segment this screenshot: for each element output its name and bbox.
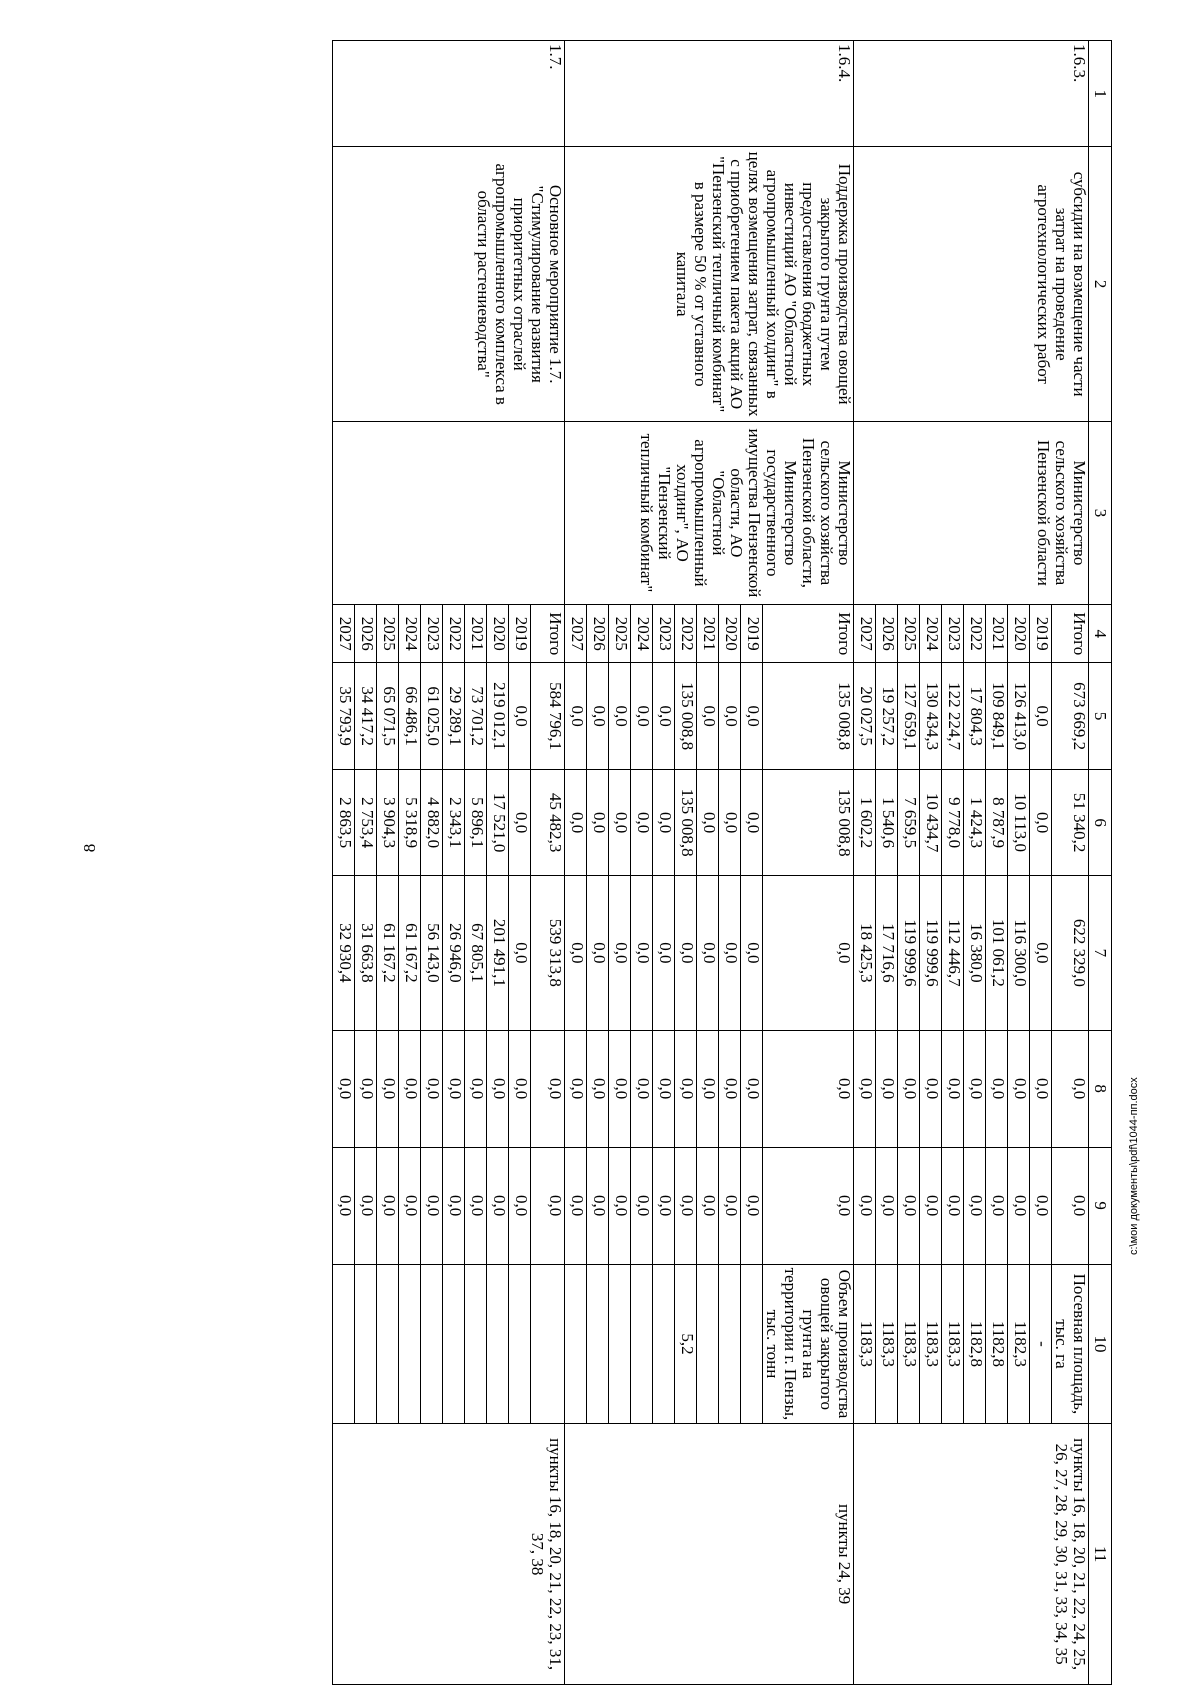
amount-cell: 0,0	[399, 1030, 421, 1147]
year-cell: 2019	[1030, 604, 1052, 663]
amount-cell: 51 340,2	[1052, 769, 1089, 875]
year-cell: 2027	[565, 604, 587, 663]
amount-cell: 35 793,9	[333, 663, 355, 769]
amount-cell: 0,0	[1052, 1147, 1089, 1264]
amount-cell: 0,0	[377, 1030, 399, 1147]
amount-cell: 0,0	[565, 663, 587, 769]
amount-cell: 0,0	[854, 1030, 876, 1147]
indicator-value: 1182,8	[986, 1264, 1008, 1424]
amount-cell: 0,0	[487, 1030, 509, 1147]
indicator-value: 1183,3	[898, 1264, 920, 1424]
amount-cell: 0,0	[1008, 1030, 1030, 1147]
row-number: 1.6.4.	[565, 41, 854, 147]
year-cell: 2022	[964, 604, 986, 663]
amount-cell: 26 946,0	[443, 876, 465, 1030]
year-cell: 2020	[487, 604, 509, 663]
amount-cell: 0,0	[587, 1030, 609, 1147]
year-cell: 2026	[355, 604, 377, 663]
row-number: 1.6.3.	[854, 41, 1089, 147]
amount-cell: 0,0	[565, 769, 587, 875]
year-cell: 2023	[421, 604, 443, 663]
amount-cell: 31 663,8	[355, 876, 377, 1030]
amount-cell: 0,0	[898, 1147, 920, 1264]
amount-cell: 5 896,1	[465, 769, 487, 875]
amount-cell: 135 008,8	[763, 663, 854, 769]
amount-cell: 0,0	[653, 663, 675, 769]
amount-cell: 66 486,1	[399, 663, 421, 769]
amount-cell: 584 796,1	[531, 663, 565, 769]
amount-cell: 0,0	[1008, 1147, 1030, 1264]
amount-cell: 126 413,0	[1008, 663, 1030, 769]
amount-cell: 135 008,8	[675, 663, 697, 769]
amount-cell: 0,0	[653, 1030, 675, 1147]
amount-cell: 0,0	[741, 769, 763, 875]
indicator-value	[377, 1264, 399, 1424]
amount-cell: 17 804,3	[964, 663, 986, 769]
amount-cell: 0,0	[653, 876, 675, 1030]
amount-cell: 0,0	[587, 769, 609, 875]
amount-cell: 135 008,8	[675, 769, 697, 875]
indicator-value	[565, 1264, 587, 1424]
measure-name: Поддержка производства овощей закрытого грунта путем предоставления бюджетных инвестиций АО "Областной агропромышленный холдинг" в целях возмещения затрат, связанных с приобретением пакета акций АО "Пензенский тепличный комбинат" в размере 50 % от уставного капитала	[565, 147, 854, 422]
amount-cell: 34 417,2	[355, 663, 377, 769]
indicator-value	[609, 1264, 631, 1424]
measure-name: Основное мероприятие 1.7. "Стимулирование развития приоритетных отраслей агропромышленного комплекса в области растениеводства"	[333, 147, 565, 422]
amount-cell: 0,0	[355, 1147, 377, 1264]
amount-cell: 101 061,2	[986, 876, 1008, 1030]
year-cell: 2019	[741, 604, 763, 663]
amount-cell: 622 329,0	[1052, 876, 1089, 1030]
amount-cell: 0,0	[719, 876, 741, 1030]
amount-cell: 0,0	[565, 876, 587, 1030]
amount-cell: 0,0	[763, 1030, 854, 1147]
amount-cell: 0,0	[763, 876, 854, 1030]
linked-indicators: пункты 16, 18, 20, 21, 22, 24, 25, 26, 27, 28, 29, 30, 31, 33, 34, 35	[854, 1424, 1089, 1685]
amount-cell: 45 482,3	[531, 769, 565, 875]
indicator-value	[487, 1264, 509, 1424]
amount-cell: 0,0	[653, 1147, 675, 1264]
amount-cell: 109 849,1	[986, 663, 1008, 769]
year-cell: 2025	[609, 604, 631, 663]
amount-cell: 0,0	[763, 1147, 854, 1264]
amount-cell: 0,0	[741, 1147, 763, 1264]
executor-cell: Министерство сельского хозяйства Пензенской области, Министерство государственного имущества Пензенской области, АО "Областной агропромышленный холдинг", АО "Пензенский тепличный комбинат"	[565, 421, 854, 604]
row-number: 1.7.	[333, 41, 565, 147]
page-number: 8	[80, 843, 99, 853]
amount-cell: 61 167,2	[377, 876, 399, 1030]
amount-cell: 0,0	[509, 1147, 531, 1264]
amount-cell: 0,0	[986, 1030, 1008, 1147]
amount-cell: 0,0	[920, 1147, 942, 1264]
amount-cell: 0,0	[697, 663, 719, 769]
table-row	[1052, 41, 1089, 1685]
col-header: 4	[1089, 604, 1112, 663]
amount-cell: 7 659,5	[898, 769, 920, 875]
amount-cell: 122 224,7	[942, 663, 964, 769]
amount-cell: 0,0	[333, 1147, 355, 1264]
amount-cell: 0,0	[1030, 876, 1052, 1030]
indicator-value	[355, 1264, 377, 1424]
amount-cell: 0,0	[509, 876, 531, 1030]
year-cell: 2027	[854, 604, 876, 663]
amount-cell: 10 434,7	[920, 769, 942, 875]
indicator-value: 1183,3	[942, 1264, 964, 1424]
linked-indicators: пункты 24, 39	[565, 1424, 854, 1685]
amount-cell: 0,0	[631, 769, 653, 875]
amount-cell: 20 027,5	[854, 663, 876, 769]
amount-cell: 0,0	[1052, 1030, 1089, 1147]
amount-cell: 16 380,0	[964, 876, 986, 1030]
executor-cell: Министерство сельского хозяйства Пензенской области	[854, 421, 1089, 604]
amount-cell: 0,0	[587, 1147, 609, 1264]
col-header: 7	[1089, 876, 1112, 1030]
amount-cell: 1 424,3	[964, 769, 986, 875]
amount-cell: 0,0	[719, 663, 741, 769]
amount-cell: 0,0	[565, 1030, 587, 1147]
indicator-value: 1183,3	[854, 1264, 876, 1424]
amount-cell: 29 289,1	[443, 663, 465, 769]
amount-cell: 0,0	[465, 1147, 487, 1264]
amount-cell: 0,0	[509, 1030, 531, 1147]
amount-cell: 673 669,2	[1052, 663, 1089, 769]
indicator-value: 5,2	[675, 1264, 697, 1424]
amount-cell: 0,0	[609, 1030, 631, 1147]
amount-cell: 0,0	[876, 1030, 898, 1147]
rotated-table-sheet	[172, 40, 1112, 1685]
amount-cell: 0,0	[675, 876, 697, 1030]
amount-cell: 0,0	[1030, 1030, 1052, 1147]
amount-cell: 0,0	[631, 1030, 653, 1147]
amount-cell: 0,0	[1030, 663, 1052, 769]
indicator-value: 1183,3	[920, 1264, 942, 1424]
amount-cell: 1 540,6	[876, 769, 898, 875]
amount-cell: 0,0	[697, 1147, 719, 1264]
linked-indicators: пункты 16, 18, 20, 21, 22, 23, 31, 37, 38	[333, 1424, 565, 1685]
amount-cell: 130 434,3	[920, 663, 942, 769]
amount-cell: 0,0	[719, 1030, 741, 1147]
amount-cell: 127 659,1	[898, 663, 920, 769]
year-cell: 2026	[876, 604, 898, 663]
amount-cell: 0,0	[465, 1030, 487, 1147]
amount-cell: 61 167,2	[399, 876, 421, 1030]
amount-cell: 18 425,3	[854, 876, 876, 1030]
measure-name: субсидии на возмещение части затрат на проведение агротехнологических работ	[854, 147, 1089, 422]
amount-cell: 0,0	[964, 1147, 986, 1264]
amount-cell: 0,0	[741, 876, 763, 1030]
indicator-value	[443, 1264, 465, 1424]
amount-cell: 73 701,2	[465, 663, 487, 769]
amount-cell: 135 008,8	[763, 769, 854, 875]
year-cell: 2024	[920, 604, 942, 663]
amount-cell: 2 343,1	[443, 769, 465, 875]
amount-cell: 0,0	[587, 876, 609, 1030]
amount-cell: 0,0	[942, 1147, 964, 1264]
indicator-name: Посевная площадь, тыс. га	[1052, 1264, 1089, 1424]
amount-cell: 0,0	[399, 1147, 421, 1264]
indicator-value	[465, 1264, 487, 1424]
year-cell: 2023	[942, 604, 964, 663]
amount-cell: 17 521,0	[487, 769, 509, 875]
col-header: 1	[1089, 41, 1112, 147]
amount-cell: 65 071,5	[377, 663, 399, 769]
amount-cell: 0,0	[333, 1030, 355, 1147]
year-cell: Итого	[763, 604, 854, 663]
amount-cell: 219 012,1	[487, 663, 509, 769]
amount-cell: 0,0	[355, 1030, 377, 1147]
col-header: 3	[1089, 421, 1112, 604]
amount-cell: 56 143,0	[421, 876, 443, 1030]
year-cell: 2020	[1008, 604, 1030, 663]
amount-cell: 0,0	[964, 1030, 986, 1147]
amount-cell: 0,0	[876, 1147, 898, 1264]
amount-cell: 19 257,2	[876, 663, 898, 769]
amount-cell: 4 882,0	[421, 769, 443, 875]
amount-cell: 112 446,7	[942, 876, 964, 1030]
program-table	[332, 40, 1112, 1685]
year-cell: 2025	[898, 604, 920, 663]
amount-cell: 9 778,0	[942, 769, 964, 875]
amount-cell: 0,0	[1030, 769, 1052, 875]
amount-cell: 2 863,5	[333, 769, 355, 875]
indicator-value	[697, 1264, 719, 1424]
amount-cell: 0,0	[741, 1030, 763, 1147]
amount-cell: 0,0	[421, 1030, 443, 1147]
executor-cell	[333, 421, 565, 604]
col-header: 2	[1089, 147, 1112, 422]
amount-cell: 3 904,3	[377, 769, 399, 875]
year-cell: 2022	[675, 604, 697, 663]
indicator-value	[653, 1264, 675, 1424]
year-cell: 2024	[399, 604, 421, 663]
col-header: 10	[1089, 1264, 1112, 1424]
year-cell: 2021	[986, 604, 1008, 663]
amount-cell: 0,0	[697, 876, 719, 1030]
year-cell: 2023	[653, 604, 675, 663]
amount-cell: 0,0	[719, 1147, 741, 1264]
amount-cell: 10 113,0	[1008, 769, 1030, 875]
year-cell: 2021	[465, 604, 487, 663]
amount-cell: 0,0	[609, 663, 631, 769]
amount-cell: 116 300,0	[1008, 876, 1030, 1030]
year-cell: 2022	[443, 604, 465, 663]
year-cell: Итого	[531, 604, 565, 663]
amount-cell: 0,0	[675, 1030, 697, 1147]
indicator-value	[587, 1264, 609, 1424]
column-number-row	[1089, 41, 1112, 1685]
table-row	[763, 41, 854, 1685]
amount-cell: 0,0	[942, 1030, 964, 1147]
amount-cell: 0,0	[487, 1147, 509, 1264]
amount-cell: 0,0	[986, 1147, 1008, 1264]
amount-cell: 1 602,2	[854, 769, 876, 875]
indicator-value: -	[1030, 1264, 1052, 1424]
indicator-value	[741, 1264, 763, 1424]
year-cell: 2019	[509, 604, 531, 663]
indicator-name: Объем производства овощей закрытого грунта на территории г. Пензы, тыс. тонн	[763, 1264, 854, 1424]
amount-cell: 0,0	[653, 769, 675, 875]
amount-cell: 32 930,4	[333, 876, 355, 1030]
amount-cell: 8 787,9	[986, 769, 1008, 875]
amount-cell: 119 999,6	[898, 876, 920, 1030]
amount-cell: 0,0	[741, 663, 763, 769]
indicator-value: 1182,3	[1008, 1264, 1030, 1424]
indicator-value: 1183,3	[876, 1264, 898, 1424]
amount-cell: 0,0	[377, 1147, 399, 1264]
col-header: 8	[1089, 1030, 1112, 1147]
amount-cell: 0,0	[531, 1030, 565, 1147]
amount-cell: 0,0	[609, 769, 631, 875]
amount-cell: 0,0	[443, 1147, 465, 1264]
amount-cell: 0,0	[854, 1147, 876, 1264]
amount-cell: 0,0	[898, 1030, 920, 1147]
amount-cell: 0,0	[587, 663, 609, 769]
col-header: 6	[1089, 769, 1112, 875]
amount-cell: 0,0	[631, 663, 653, 769]
amount-cell: 17 716,6	[876, 876, 898, 1030]
amount-cell: 0,0	[509, 663, 531, 769]
indicator-value	[509, 1264, 531, 1424]
year-cell: 2025	[377, 604, 399, 663]
indicator-value	[333, 1264, 355, 1424]
amount-cell: 119 999,6	[920, 876, 942, 1030]
amount-cell: 0,0	[697, 1030, 719, 1147]
indicator-value	[631, 1264, 653, 1424]
amount-cell: 0,0	[920, 1030, 942, 1147]
amount-cell: 0,0	[609, 1147, 631, 1264]
year-cell: 2027	[333, 604, 355, 663]
amount-cell: 67 805,1	[465, 876, 487, 1030]
amount-cell: 0,0	[443, 1030, 465, 1147]
year-cell: 2024	[631, 604, 653, 663]
amount-cell: 0,0	[631, 1147, 653, 1264]
indicator-value	[399, 1264, 421, 1424]
year-cell: 2020	[719, 604, 741, 663]
amount-cell: 0,0	[631, 876, 653, 1030]
amount-cell: 0,0	[1030, 1147, 1052, 1264]
amount-cell: 61 025,0	[421, 663, 443, 769]
col-header: 11	[1089, 1424, 1112, 1685]
amount-cell: 0,0	[421, 1147, 443, 1264]
amount-cell: 0,0	[531, 1147, 565, 1264]
year-cell: Итого	[1052, 604, 1089, 663]
amount-cell: 201 491,1	[487, 876, 509, 1030]
amount-cell: 2 753,4	[355, 769, 377, 875]
amount-cell: 0,0	[609, 876, 631, 1030]
amount-cell: 0,0	[509, 769, 531, 875]
amount-cell: 0,0	[719, 769, 741, 875]
indicator-value	[421, 1264, 443, 1424]
indicator-value	[531, 1264, 565, 1424]
amount-cell: 0,0	[675, 1147, 697, 1264]
footer-file-path: c:\мои документы\pdf\1044-пп.docx	[1128, 1077, 1140, 1255]
amount-cell: 539 313,8	[531, 876, 565, 1030]
amount-cell: 5 318,9	[399, 769, 421, 875]
year-cell: 2026	[587, 604, 609, 663]
amount-cell: 0,0	[565, 1147, 587, 1264]
col-header: 5	[1089, 663, 1112, 769]
amount-cell: 0,0	[697, 769, 719, 875]
table-body	[333, 41, 1089, 1685]
indicator-value: 1182,8	[964, 1264, 986, 1424]
year-cell: 2021	[697, 604, 719, 663]
table-row	[531, 41, 565, 1685]
indicator-value	[719, 1264, 741, 1424]
col-header: 9	[1089, 1147, 1112, 1264]
